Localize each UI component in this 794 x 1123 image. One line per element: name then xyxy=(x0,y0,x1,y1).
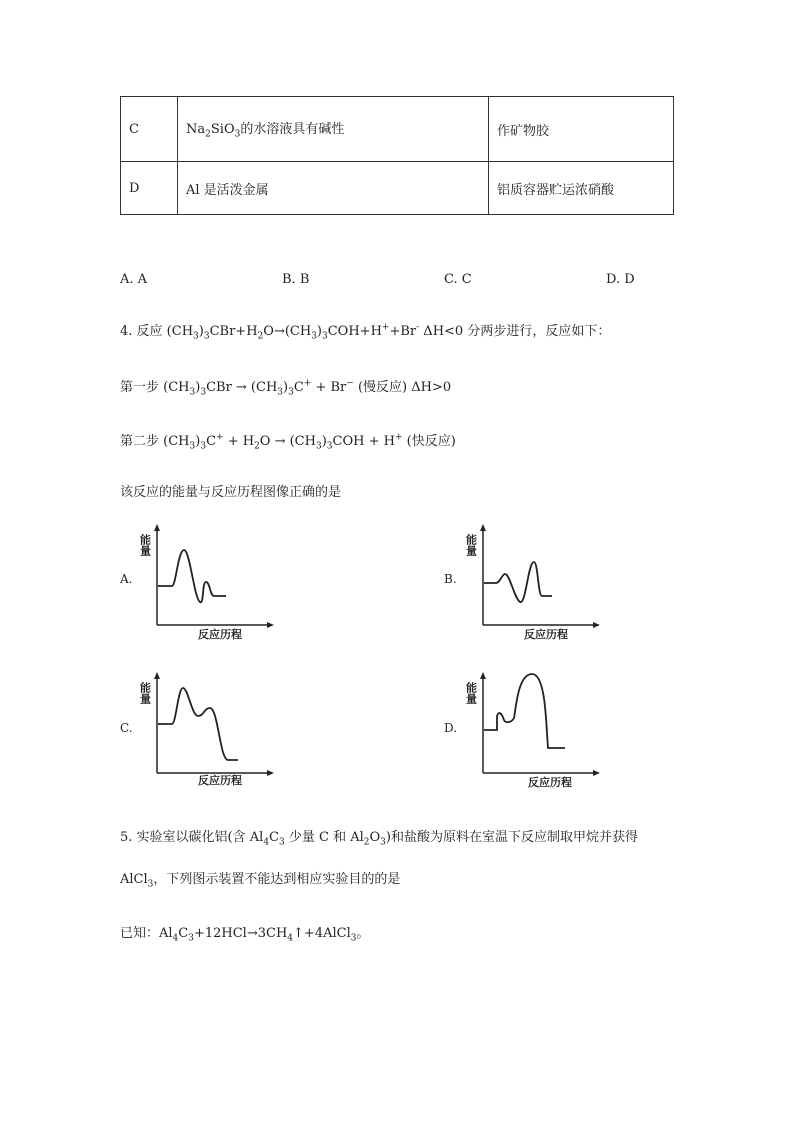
energy-graph-a xyxy=(140,520,280,645)
q5-stem-line2: AlCl$_3$，下列图示装置不能达到相应实验目的的是 xyxy=(120,872,401,890)
svg-text:能量: 能量 xyxy=(138,534,152,556)
row-use: 铝质容器贮运浓硝酸 xyxy=(489,162,674,215)
q3-option-d: D. D xyxy=(606,272,635,287)
svg-text:能量: 能量 xyxy=(464,534,478,556)
choice-b-label: B. xyxy=(444,572,457,586)
q4-step2: 第二步 $(CH_3)_3C^+ + H_2O \to (CH_3)_3COH + H^+$ (快反应) xyxy=(120,432,456,452)
energy-curve-a xyxy=(158,550,226,602)
q3-option-c: C. C xyxy=(444,272,472,287)
row-property: $Na_2SiO_3$的水溶液具有碱性 xyxy=(178,97,489,162)
row-key: D xyxy=(121,162,178,215)
energy-curve-c xyxy=(158,688,238,760)
choice-a-label: A. xyxy=(120,572,133,586)
row-use: 作矿物胶 xyxy=(489,97,674,162)
q4-question: 该反应的能量与反应历程图像正确的是 xyxy=(120,485,342,500)
q5-stem-line1: 5. 实验室以碳化铝(含 $Al_4C_3$ 少量 C 和 $Al_2O_3$)和盐酸为原料在室温下反应制取甲烷并获得 xyxy=(120,830,638,848)
svg-text:能量: 能量 xyxy=(464,682,478,704)
svg-text:反应历程: 反应历程 xyxy=(198,774,242,787)
energy-graph-b xyxy=(466,520,606,645)
table-row xyxy=(121,97,674,162)
row-key: C xyxy=(121,97,178,162)
choice-d-label: D. xyxy=(444,721,458,735)
q5-known: 已知：$Al_4C_3+12HCl\to 3CH_4↑+4AlCl_3$。 xyxy=(120,926,370,944)
svg-text:反应历程: 反应历程 xyxy=(198,628,242,641)
svg-text:反应历程: 反应历程 xyxy=(528,776,572,789)
svg-text:反应历程: 反应历程 xyxy=(524,628,568,641)
q4-step1: 第一步 $(CH_3)_3CBr \to (CH_3)_3C^+ + Br^-$ (慢反应) ΔH>0 xyxy=(120,378,452,398)
options-table xyxy=(120,96,674,215)
q3-option-b: B. B xyxy=(282,272,310,287)
energy-graph-d xyxy=(466,668,606,793)
q4-stem: 4. 反应 $(CH_3)_3CBr+H_2O\to(CH_3)_3COH+H^++Br^-$ ΔH<0 分两步进行，反应如下： xyxy=(120,322,611,342)
row-property: Al 是活泼金属 xyxy=(178,162,489,215)
svg-text:能量: 能量 xyxy=(138,682,152,704)
table-row xyxy=(121,162,674,215)
energy-graph-c xyxy=(140,668,280,793)
choice-c-label: C. xyxy=(120,721,133,735)
energy-curve-b xyxy=(484,562,552,602)
q3-option-a: A. A xyxy=(120,272,148,287)
energy-curve-d xyxy=(484,674,565,748)
